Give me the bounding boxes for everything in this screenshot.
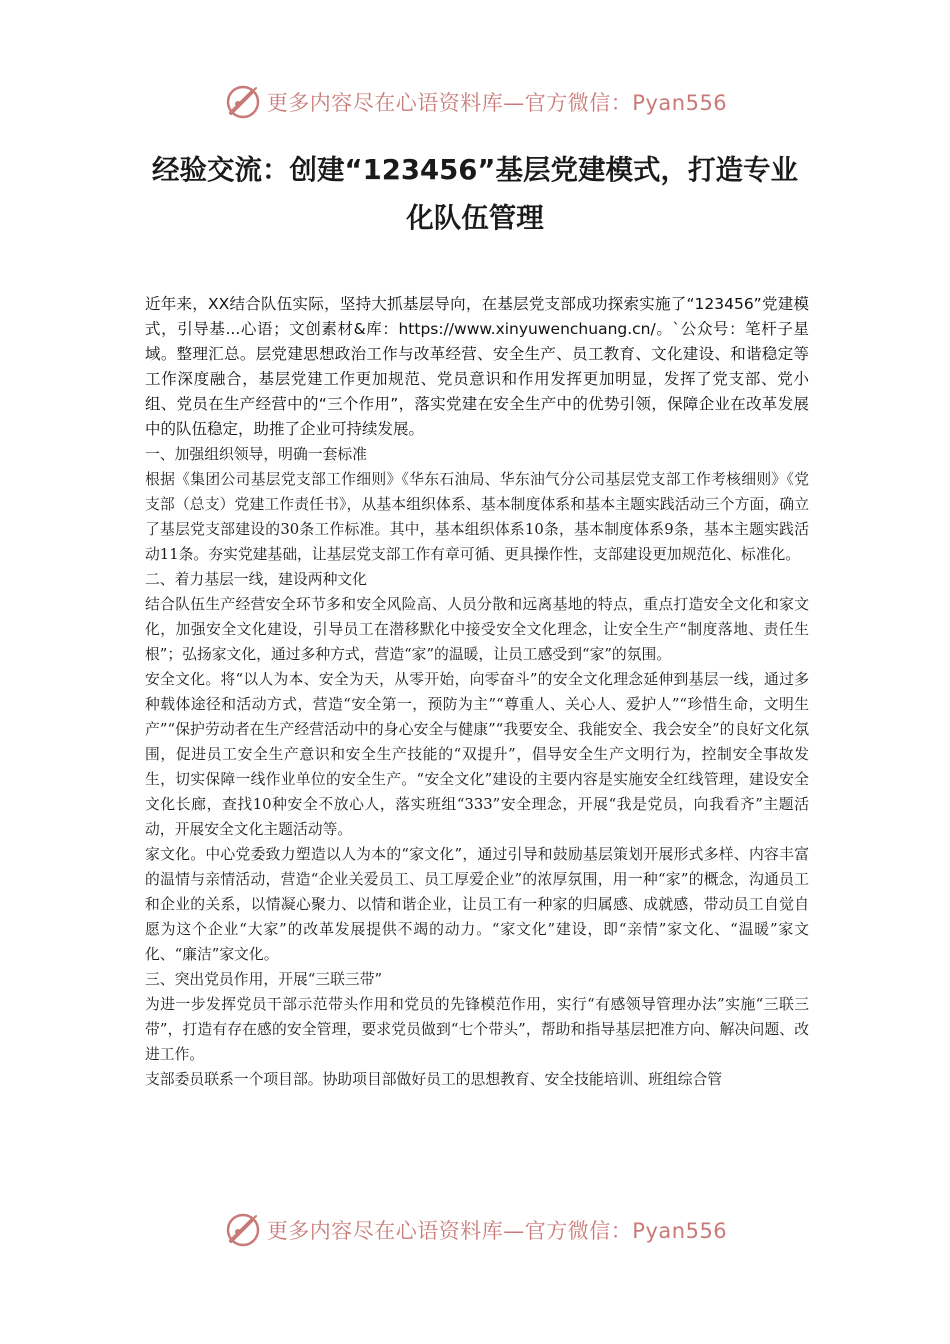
watermark-banner-top (0, 80, 950, 124)
document-title: 经验交流：创建“123456”基层党建模式，打造专业化队伍管理 (152, 154, 798, 234)
section-heading: 三、突出党员作用，开展“三联三带” (145, 971, 383, 988)
section-heading: 一、加强组织领导，明确一套标准 (145, 446, 367, 463)
watermark-banner-bottom (0, 1208, 950, 1252)
document-body (145, 292, 809, 1092)
watermark-text: 更多内容尽在心语资料库—官方微信：Pyan556 (266, 1219, 728, 1243)
body-paragraph: 根据《集团公司基层党支部工作细则》《华东石油局、华东油气分公司基层党支部工作考核细则》《党支部（总支）党建工作责任书》，从基本组织体系、基本制度体系和基本主题实践活动三个方面，确立了基层党支部建设的30条工作标准。其中，基本组织体系10条，基本制度体系9条，基本主题实践活动11条。夯实党建基础，让基层党支部工作有章可循、更具操作性，支部建设更加规范化、标准化。 (145, 471, 809, 563)
pen-logo-icon (223, 82, 263, 122)
section-heading: 二、着力基层一线，建设两种文化 (145, 571, 367, 588)
body-paragraph: 家文化。中心党委致力塑造以人为本的“家文化”，通过引导和鼓励基层策划开展形式多样、内容丰富的温情与亲情活动，营造“企业关爱员工、员工厚爱企业”的浓厚氛围，用一种“家”的概念，沟通员工和企业的关系，以情凝心聚力、以情和谐企业，让员工有一种家的归属感、成就感，带动员工自觉自愿为这个企业“大家”的改革发展提供不竭的动力。“家文化”建设，即“亲情”家文化、“温暖”家文化、“廉洁”家文化。 (145, 846, 809, 963)
body-paragraph: 安全文化。将“以人为本、安全为天，从零开始，向零奋斗”的安全文化理念延伸到基层一线，通过多种载体途径和活动方式，营造“安全第一，预防为主”“尊重人、关心人、爱护人”“珍惜生命，文明生产”“保护劳动者在生产经营活动中的身心安全与健康”“我要安全、我能安全、我会安全”的良好文化氛围，促进员工安全生产意识和安全生产技能的“双提升”，倡导安全生产文明行为，控制安全事故发生，切实保障一线作业单位的安全生产。“安全文化”建设的主要内容是实施安全红线管理，建设安全文化长廊，查找10种安全不放心人，落实班组“333”安全理念，开展“我是党员，向我看齐”主题活动，开展安全文化主题活动等。 (145, 671, 809, 838)
watermark-text: 更多内容尽在心语资料库—官方微信：Pyan556 (266, 91, 728, 115)
body-paragraph: 支部委员联系一个项目部。协助项目部做好员工的思想教育、安全技能培训、班组综合管 (145, 1071, 723, 1088)
pen-logo-icon (223, 1210, 263, 1250)
intro-paragraph: 近年来，XX结合队伍实际，坚持大抓基层导向，在基层党支部成功探索实施了“123456”党建模式，引导基...心语；文创素材&库：https://www.xinyuwenchuang.cn/。`公众号：笔杆子星域。整理汇总。层党建思想政治工作与改革经营、安全生产、员工教育、文化建设、和谐稳定等工作深度融合，基层党建工作更加规范、党员意识和作用发挥更加明显，发挥了党支部、党小组、党员在生产经营中的“三个作用”，落实党建在安全生产中的优势引领，保障企业在改革发展中的队伍稳定，助推了企业可持续发展。 (145, 295, 809, 438)
body-paragraph: 为进一步发挥党员干部示范带头作用和党员的先锋模范作用，实行“有感领导管理办法”实施“三联三带”，打造有存在感的安全管理，要求党员做到“七个带头”，帮助和指导基层把准方向、解决问题、改进工作。 (145, 996, 809, 1063)
body-paragraph: 结合队伍生产经营安全环节多和安全风险高、人员分散和远离基地的特点，重点打造安全文化和家文化，加强安全文化建设，引导员工在潜移默化中接受安全文化理念，让安全生产“制度落地、责任生根”；弘扬家文化，通过多种方式，营造“家”的温暖，让员工感受到“家”的氛围。 (145, 596, 809, 663)
